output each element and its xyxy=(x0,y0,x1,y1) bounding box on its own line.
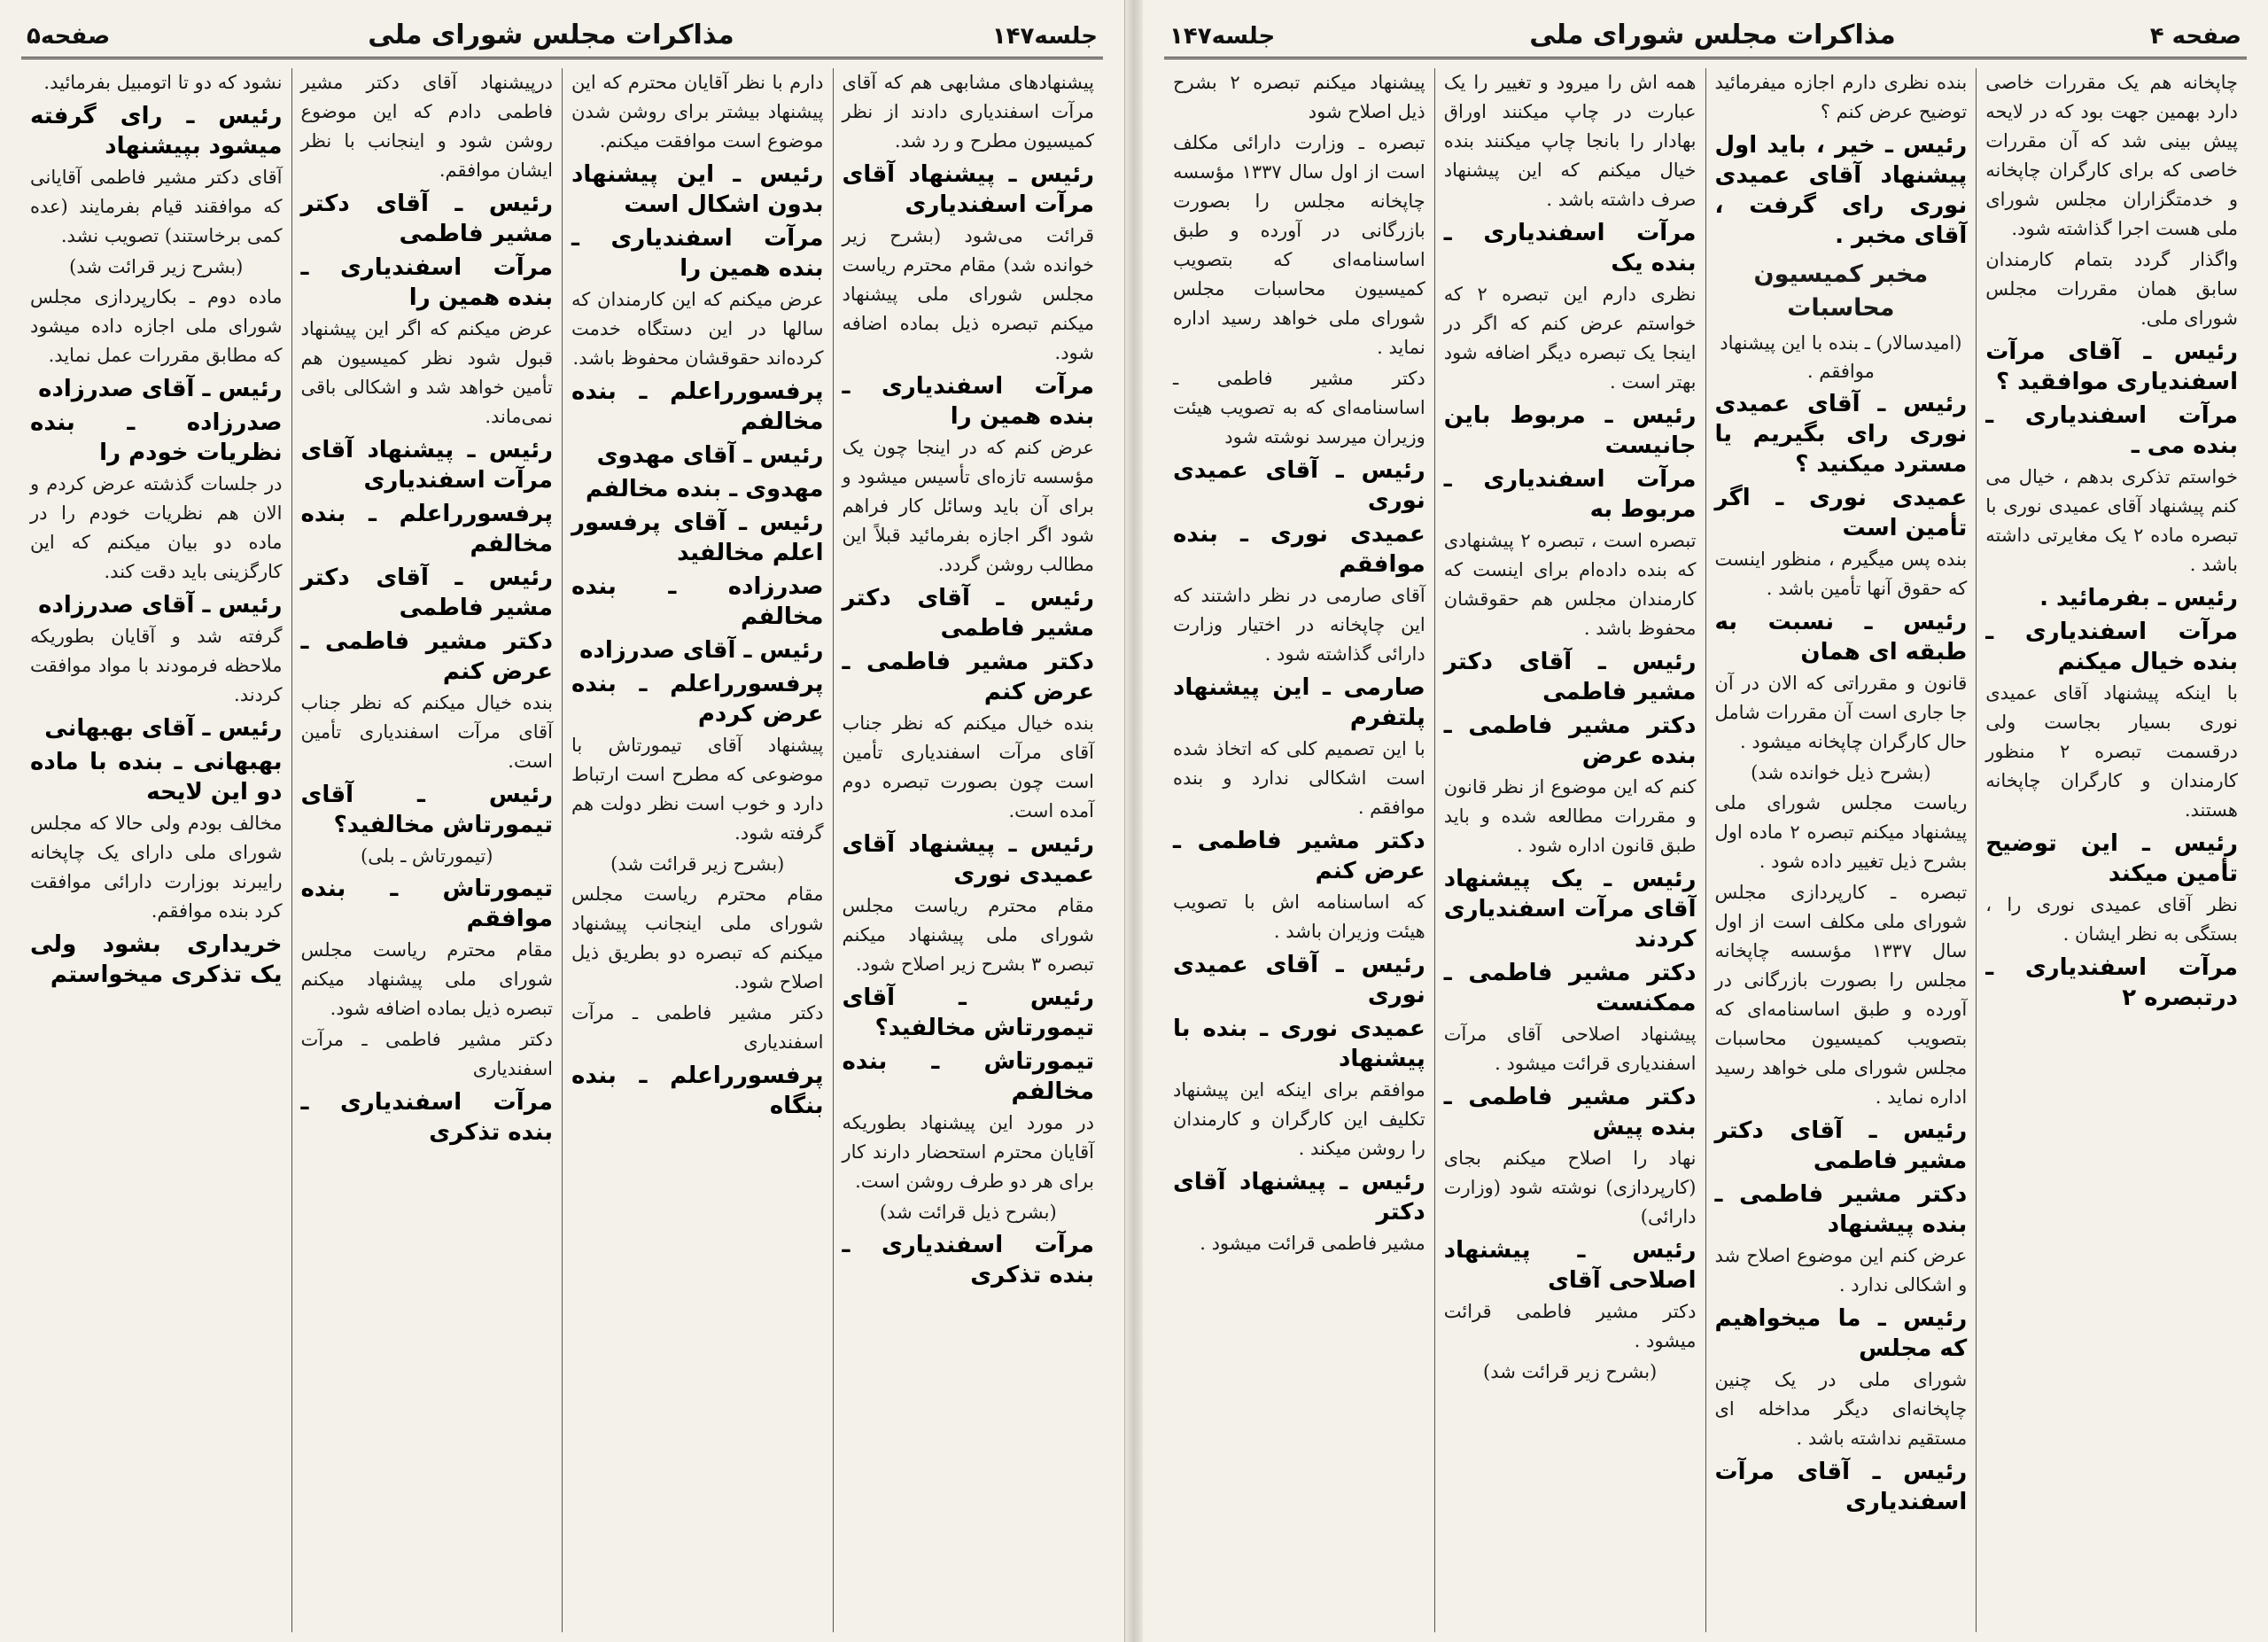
paragraph: دکتر مشیر فاطمی ـ مرآت اسفندیاری xyxy=(571,1002,824,1053)
paragraph: پیشنهاد میکنم تبصره ۲ بشرح ذیل اصلاح شود xyxy=(1173,72,1425,122)
speaker-line: عمیدی نوری ـ بنده با پیشنهاد xyxy=(1173,1016,1425,1072)
right-page xyxy=(1143,0,2268,1642)
speaker-line: مرآت اسفندیاری ـ درتبصره ۲ xyxy=(1985,954,2238,1011)
paragraph: عرض میکنم که این کارمندان که سالها در این دستگاه خدمت کرده‌اند حقوقشان محفوظ باشد. xyxy=(571,289,824,369)
speaker-line: عمیدی نوری ـ اگر تأمین است xyxy=(1714,485,1968,541)
paragraph: بنده خیال میکنم که نظر جناب آقای مرآت اسفندیاری تأمین است. xyxy=(300,692,553,772)
paragraph: نهاد را اصلاح میکنم بجای (کارپردازی) نوشته شود (وزارت دارائی) xyxy=(1443,1148,1697,1227)
right-page-header xyxy=(1164,19,2247,59)
speaker-line: دکتر مشیر فاطمی ـ عرض کنم xyxy=(842,649,1094,705)
speaker-line: دکتر مشیر فاطمی ـ بنده پیشنهاد xyxy=(1714,1181,1968,1238)
paragraph: مشیر فاطمی قرائت میشود . xyxy=(1200,1233,1425,1254)
paragraph: با اینکه پیشنهاد آقای عمیدی نوری بسیار بجاست ولی درقسمت تبصره ۲ منظور کارمندان و کارگران چاپخانه هستند. xyxy=(1985,682,2238,821)
paragraph: نشود که دو تا اتومبیل بفرمائید. xyxy=(43,72,283,93)
paragraph: عرض کنم که در اینجا چون یک مؤسسه تازه‌ای تأسیس میشود و برای آن باید وسائل کار فراهم شود اگر اجازه بفرمائید قبلاً این مطالب روشن گردد. xyxy=(842,437,1094,575)
session-number: جلسه۱۴۷ xyxy=(991,23,1098,50)
speaker-line: پرفسورراعلم ـ بنده مخالفم xyxy=(571,378,824,435)
paragraph: بنده خیال میکنم که نظر جناب آقای مرآت اسفندیاری تأمین است چون بصورت تبصره دوم آمده است. xyxy=(842,712,1094,821)
paragraph: شورای ملی در یک چنین چاپخانه‌ای دیگر مداخله ای مستقیم نداشته باشد . xyxy=(1714,1369,1968,1449)
paragraph: مقام محترم ریاست مجلس شورای ملی پیشنهاد میکنم تبصره ۳ بشرح زیر اصلاح شود. xyxy=(842,895,1094,975)
speaker-line: دکتر مشیر فاطمی ـ عرض کنم xyxy=(1173,828,1425,884)
paragraph: چاپخانه هم یک مقررات خاصی دارد بهمین جهت بود که در لایحه پیش بینی شد که آن مقررات خاصی که برای کارگران چاپخانه و خدمتگزاران مجلس شورای ملی هست اجرا گذاشته شود. xyxy=(1985,72,2238,239)
centered-note: (بشرح زیر قرائت شد) xyxy=(1483,1361,1658,1382)
page-gutter xyxy=(1125,0,1143,1642)
paragraph: موافقم برای اینکه این پیشنهاد تکلیف این کارگران و کارمندان را روشن میکند . xyxy=(1173,1079,1425,1159)
speaker-line: مرآت اسفندیاری ـ بنده همین را xyxy=(842,373,1094,430)
speaker-line: صدرزاده ـ بنده نظریات خودم را xyxy=(30,409,283,466)
speaker-line: رئیس ـ بفرمائید . xyxy=(2039,585,2238,611)
speaker-line: مرآت اسفندیاری ـ بنده تذکری xyxy=(300,1089,553,1146)
speaker-line: رئیس ـ آقای صدرزاده xyxy=(38,592,283,619)
paragraph: گرفته شد و آقایان بطوریکه ملاحظه فرمودند با مواد موافقت کردند. xyxy=(30,626,283,705)
speaker-line: مرآت اسفندیاری ـ بنده می ـ xyxy=(1985,402,2238,459)
centered-note: (امیدسالار) ـ بنده با این پیشنهاد موافقم . xyxy=(1720,332,1962,382)
text-column xyxy=(1976,68,2247,1632)
paragraph: عرض کنم این موضوع اصلاح شد و اشکالی ندارد . xyxy=(1714,1245,1968,1296)
speaker-line: دکتر مشیر فاطمی ـ بنده عرض xyxy=(1443,712,1697,769)
speaker-line: پرفسورراعلم ـ بنده مخالفم xyxy=(300,501,553,557)
page-title: مذاکرات مجلس شورای ملی xyxy=(1529,19,1896,51)
centered-note: (بشرح زیر قرائت شد) xyxy=(69,256,244,277)
speaker-line: رئیس ـ پیشنهاد اصلاحی آقای xyxy=(1443,1237,1697,1294)
speaker-line: رئیس ـ آقای دکتر مشیر فاطمی xyxy=(842,585,1094,642)
speaker-line: مرآت اسفندیاری ـ بنده همین را xyxy=(571,225,824,282)
paragraph: آقای صارمی در نظر داشتند که این چاپخانه در اختیار وزارت دارائی گذاشته شود . xyxy=(1173,585,1425,665)
speaker-line: رئیس ـ آقای تیمورتاش مخالفید؟ xyxy=(300,782,553,838)
paragraph: تبصره ـ کارپردازی مجلس شورای ملی مکلف است از اول سال ۱۳۳۷ مؤسسه چاپخانه مجلس را بصورت بازرگانی در آورده و طبق اساسنامه‌ای که بتصویب کمیسیون محاسبات مجلس شورای ملی خواهد رسید اداره نماید . xyxy=(1714,882,1968,1108)
centered-note: (بشرح ذیل خوانده شد) xyxy=(1751,762,1931,783)
page-title: مذاکرات مجلس شورای ملی xyxy=(368,19,734,51)
speaker-line: پرفسورراعلم ـ بنده بنگاه xyxy=(571,1062,824,1119)
speaker-line: رئیس ـ رای گرفته میشود بپیشنهاد xyxy=(30,103,283,160)
speaker-line: رئیس ـ آقای دکتر مشیر فاطمی xyxy=(300,564,553,621)
speaker-line: رئیس ـ نسبت به طبقه ای همان xyxy=(1714,609,1968,665)
centered-note: (تیمورتاش ـ بلی) xyxy=(361,845,493,867)
speaker-line: پرفسورراعلم ـ بنده عرض کردم xyxy=(571,671,824,728)
speaker-line: رئیس ـ آقای مهدوی xyxy=(596,442,824,469)
paragraph: دکتر مشیر فاطمی ـ مرآت اسفندیاری xyxy=(300,1029,553,1079)
speaker-line: مرآت اسفندیاری ـ مربوط به xyxy=(1443,466,1697,523)
speaker-line: دکتر مشیر فاطمی ـ ممکنست xyxy=(1443,960,1697,1016)
paragraph: بنده پس میگیرم ، منظور اینست که حقوق آنها تأمین باشد . xyxy=(1714,549,1968,599)
paragraph: تبصره ـ وزارت دارائی مکلف است از اول سال ۱۳۳۷ مؤسسه چاپخانه مجلس را بصورت بازرگانی در آورده و طبق اساسنامه‌ای که بتصویب کمیسیون محاسبات مجلس شورای ملی خواهد رسید اداره نماید . xyxy=(1173,132,1425,358)
speaker-line: رئیس ـ آقای پرفسور اعلم مخالفید xyxy=(571,510,824,566)
speaker-line: رئیس ـ پیشنهاد آقای مرآت اسفندیاری xyxy=(842,161,1094,218)
speaker-line: رئیس ـ خیر ، باید اول پیشنهاد آقای عمیدی نوری رای گرفت ، آقای مخبر . xyxy=(1714,132,1968,249)
paragraph: پیشنهاد اصلاحی آقای مرآت اسفندیاری قرائت میشود . xyxy=(1443,1023,1697,1074)
speaker-line: تیمورتاش ـ بنده مخالفم xyxy=(842,1048,1094,1105)
text-column xyxy=(562,68,833,1632)
paragraph: قانون و مقرراتی که الان در آن جا جاری است آن مقررات شامل حال کارگران چاپخانه میشود . xyxy=(1714,673,1968,752)
session-number: جلسه۱۴۷ xyxy=(1169,23,1276,50)
page-number: صفحه ۴ xyxy=(2149,23,2241,50)
paragraph: دکتر مشیر فاطمی ـ اساسنامه‌ای که به تصویب هیئت وزیران میرسد نوشته شود xyxy=(1173,368,1425,447)
left-page xyxy=(0,0,1125,1642)
speaker-line: صارمی ـ این پیشنهاد پلتفرم xyxy=(1173,674,1425,731)
speaker-line: رئیس ـ آقای مرآت اسفندیاری xyxy=(1714,1459,1968,1515)
speaker-line: رئیس ـ آقای دکتر مشیر فاطمی xyxy=(1714,1117,1968,1174)
speaker-line: رئیس ـ مربوط باین جانیست xyxy=(1443,402,1697,459)
paragraph: قرائت می‌شود (بشرح زیر خوانده شد) مقام محترم ریاست مجلس شورای ملی پیشنهاد میکنم تبصره ذیل بماده اضافه شود. xyxy=(842,225,1094,363)
paragraph: در جلسات گذشته عرض کردم و الان هم نظریات خودم را در ماده دو بیان میکنم که این کارگزینی باید دقت کند. xyxy=(30,473,283,582)
paragraph: ریاست مجلس شورای ملی پیشنهاد میکنم تبصره ۲ ماده اول بشرح ذیل تغییر داده شود . xyxy=(1714,792,1968,872)
speaker-line: رئیس ـ آقای تیمورتاش مخالفید؟ xyxy=(842,984,1094,1041)
paragraph: نظری دارم این تبصره ۲ که خواستم عرض کنم که اگر در اینجا یک تبصره دیگر اضافه شود بهتر است . xyxy=(1443,284,1697,393)
paragraph: دارم با نظر آقایان محترم که این پیشنهاد بیشتر برای روشن شدن موضوع است موافقت میکنم. xyxy=(571,72,824,152)
speaker-line: رئیس ـ ما میخواهیم که مجلس xyxy=(1714,1305,1968,1362)
section-heading: مخبر کمیسیون محاسبات xyxy=(1753,261,1929,322)
paragraph: ماده دوم ـ بکارپردازی مجلس شورای ملی اجازه داده میشود که مطابق مقررات عمل نماید. xyxy=(30,286,283,366)
speaker-line: رئیس ـ پیشنهاد آقای دکتر xyxy=(1173,1169,1425,1226)
paragraph: با این تصمیم کلی که اتخاذ شده است اشکالی ندارد و بنده موافقم . xyxy=(1173,738,1425,818)
speaker-line: بهبهانی ـ بنده با ماده دو این لایحه xyxy=(30,749,283,805)
speaker-line: رئیس ـ آقای عمیدی نوری xyxy=(1173,457,1425,514)
paragraph: همه اش را میرود و تغییر را یک عبارت در چاپ میکنند اوراق بهادار را بانجا چاپ میکنند بنده خیال میکنم که این پیشنهاد صرف داشته باشد . xyxy=(1443,72,1697,210)
speaker-line: مرآت اسفندیاری ـ بنده خیال میکنم xyxy=(1985,619,2238,675)
speaker-line: رئیس ـ پیشنهاد آقای مرآت اسفندیاری xyxy=(300,437,553,494)
paragraph: تبصره است ، تبصره ۲ پیشنهادی که بنده داده‌ام برای اینست که کارمندان مجلس هم حقوقشان محفوظ باشد . xyxy=(1443,530,1697,639)
speaker-line: رئیس ـ آقای عمیدی نوری رای بگیریم یا مسترد میکنید ؟ xyxy=(1714,391,1968,478)
text-column xyxy=(1434,68,1705,1632)
paragraph: پیشنهادهای مشابهی هم که آقای مرآت اسفندیاری دادند از نظر کمیسیون مطرح و رد شد. xyxy=(842,72,1094,152)
right-page-columns xyxy=(1164,68,2247,1632)
speaker-line: مهدوی ـ بنده مخالفم xyxy=(585,476,824,502)
text-column xyxy=(1164,68,1434,1632)
speaker-line: رئیس ـ پیشنهاد آقای عمیدی نوری xyxy=(842,831,1094,888)
speaker-line: مرآت اسفندیاری ـ بنده همین را xyxy=(300,254,553,311)
speaker-line: رئیس ـ آقای دکتر مشیر فاطمی xyxy=(300,191,553,247)
centered-note: (بشرح زیر قرائت شد) xyxy=(610,853,785,875)
text-column xyxy=(291,68,563,1632)
speaker-line: دکتر مشیر فاطمی ـ عرض کنم xyxy=(300,628,553,685)
paragraph: درپیشنهاد آقای دکتر مشیر فاطمی دادم که این موضوع روشن شود و اینجانب با نظر ایشان موافقم. xyxy=(300,72,553,181)
speaker-line: مرآت اسفندیاری ـ بنده تذکری xyxy=(842,1232,1094,1288)
paragraph: مخالف بودم ولی حالا که مجلس شورای ملی دارای یک چاپخانه رایبرند بوزارت دارائی موافقت کرد بنده موافقم. xyxy=(30,813,283,922)
text-column xyxy=(833,68,1104,1632)
speaker-line: خریداری بشود ولی یک تذکری میخواستم xyxy=(30,931,283,988)
paragraph: مقام محترم ریاست مجلس شورای ملی اینجانب پیشنهاد میکنم که تبصره دو بطریق ذیل اصلاح شود. xyxy=(571,883,824,992)
speaker-line: مرآت اسفندیاری ـ بنده یک xyxy=(1443,220,1697,276)
speaker-line: عمیدی نوری ـ بنده موافقم xyxy=(1173,521,1425,578)
page-number: صفحه۵ xyxy=(27,23,111,50)
speaker-line: رئیس ـ یک پیشنهاد آقای مرآت اسفندیاری کردند xyxy=(1443,866,1697,953)
speaker-line: دکتر مشیر فاطمی ـ بنده پیش xyxy=(1443,1084,1697,1140)
speaker-line: رئیس ـ آقای بهبهانی xyxy=(44,715,283,742)
left-page-header xyxy=(21,19,1103,59)
paragraph: بنده نظری دارم اجازه میفرمائید توضیح عرض کنم ؟ xyxy=(1714,72,1968,122)
speaker-line: رئیس ـ آقای عمیدی نوری xyxy=(1173,952,1425,1008)
paragraph: پیشنهاد آقای تیمورتاش با موضوعی که مطرح است ارتباط دارد و خوب است نظر دولت هم گرفته شود. xyxy=(571,735,824,844)
paragraph: واگذار گردد بتمام کارمندان سابق همان مقررات مجلس شورای ملی. xyxy=(1985,249,2238,329)
speaker-line: رئیس ـ آقای صدرزاده xyxy=(579,637,824,664)
speaker-line: رئیس ـ آقای صدرزاده xyxy=(38,376,283,402)
speaker-line: رئیس ـ این توضیح تأمین میکند xyxy=(1985,830,2238,887)
paragraph: که اساسنامه اش با تصویب هیئت وزیران باشد . xyxy=(1173,891,1425,942)
speaker-line: رئیس ـ آقای مرآت اسفندیاری موافقید ؟ xyxy=(1985,339,2238,395)
paragraph: مقام محترم ریاست مجلس شورای ملی پیشنهاد میکنم تبصره ذیل بماده اضافه شود. xyxy=(300,939,553,1019)
speaker-line: صدرزاده ـ بنده مخالفم xyxy=(571,573,824,630)
text-column xyxy=(1705,68,1977,1632)
centered-note: (بشرح ذیل قرائت شد) xyxy=(879,1202,1057,1223)
left-page-columns xyxy=(21,68,1103,1632)
speaker-line: رئیس ـ این پیشنهاد بدون اشکال است xyxy=(571,161,824,218)
paragraph: آقای دکتر مشیر فاطمی آقایانی که موافقند قیام بفرمایند (عده کمی برخاستند) تصویب نشد. xyxy=(30,167,283,246)
speaker-line: رئیس ـ آقای دکتر مشیر فاطمی xyxy=(1443,649,1697,705)
paragraph: کنم که این موضوع از نظر قانون و مقررات مطالعه شده و باید طبق قانون اداره شود . xyxy=(1443,776,1697,856)
paragraph: خواستم تذکری بدهم ، خیال می کنم پیشنهاد آقای عمیدی نوری با تبصره ماده ۲ یک مغایرتی داشته باشد . xyxy=(1985,466,2238,575)
paragraph: در مورد این پیشنهاد بطوریکه آقایان محترم استحضار دارند کار برای هر دو طرف روشن است. xyxy=(842,1112,1094,1192)
speaker-line: تیمورتاش ـ بنده موافقم xyxy=(300,875,553,932)
paragraph: نظر آقای عمیدی نوری را ، بستگی به نظر ایشان . xyxy=(1985,894,2238,945)
text-column xyxy=(21,68,291,1632)
paragraph: دکتر مشیر فاطمی قرائت میشود . xyxy=(1443,1301,1697,1351)
paragraph: عرض میکنم که اگر این پیشنهاد قبول شود نظر کمیسیون هم تأمین خواهد شد و اشکالی باقی نمی‌ماند. xyxy=(300,318,553,427)
